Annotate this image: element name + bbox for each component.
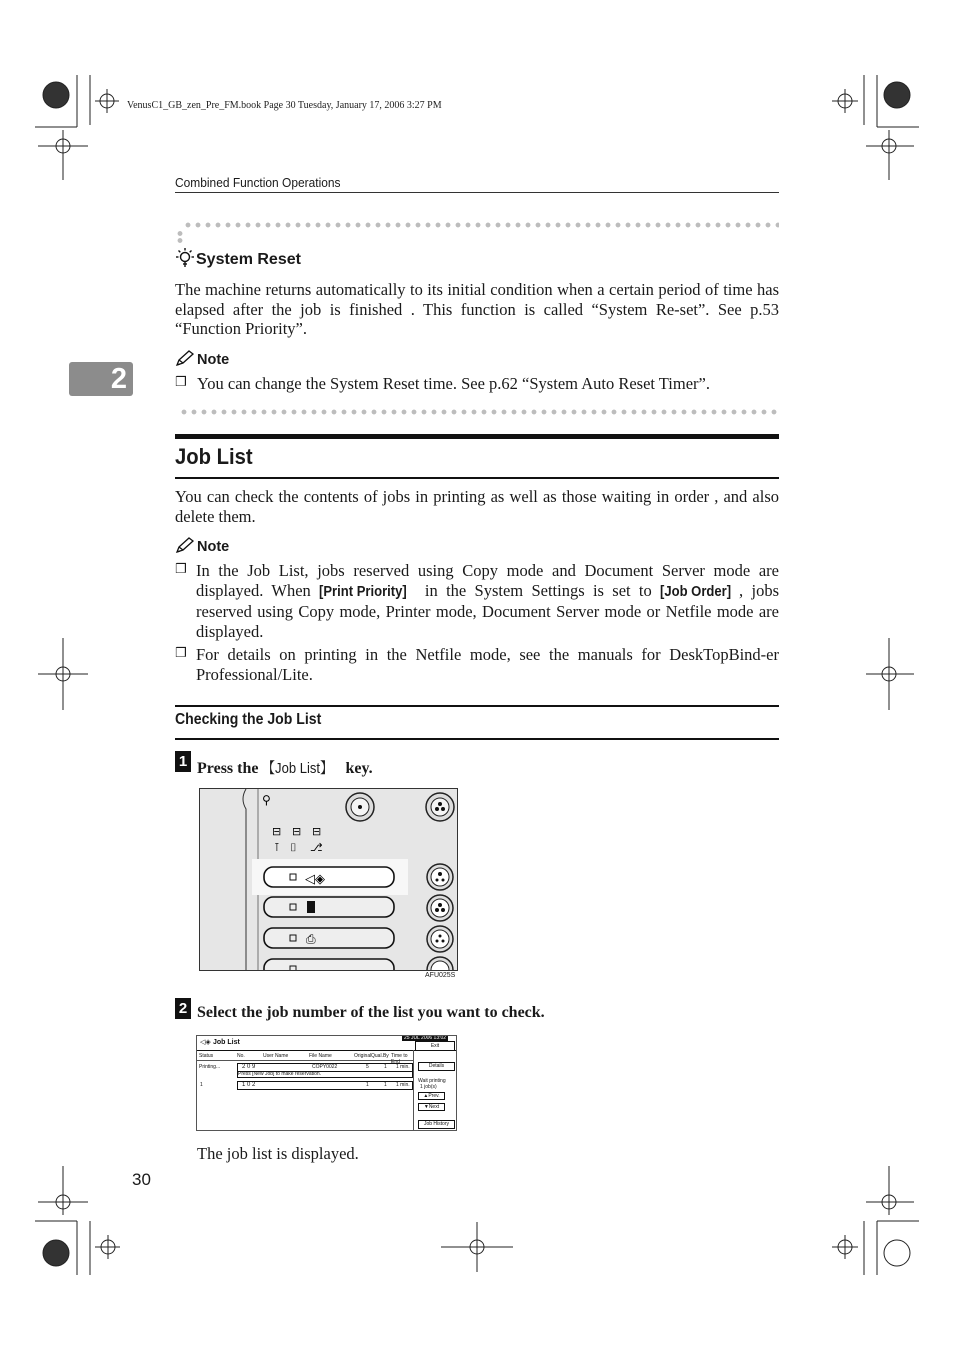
col-status: Status: [199, 1053, 214, 1059]
header-rule: [175, 192, 779, 193]
wait-label: Wait printing: [418, 1078, 446, 1084]
system-reset-title: System Reset: [196, 251, 301, 268]
section-top-rule: [175, 434, 779, 439]
svg-text:⎙: ⎙: [306, 932, 316, 946]
col-user: User Name: [263, 1053, 289, 1059]
details-button[interactable]: Details: [418, 1062, 455, 1071]
checkbox-icon: ❒: [175, 562, 187, 577]
step-1-text-a: Press the: [197, 760, 259, 777]
col-no: No.: [237, 1053, 245, 1059]
col-file: File Name: [309, 1053, 332, 1059]
step-1-badge: 1: [175, 751, 191, 772]
row-no: 1 0 2: [242, 1082, 256, 1088]
note-1-text-a: In the Job List, jobs reserved using Copy mode and Document Server mode are displayed. When: [196, 561, 779, 600]
next-button[interactable]: ▼Next: [418, 1103, 445, 1111]
job-list-note-2: For details on printing in the Netfile mode, see the manuals for DeskTopBind-er Professional/Lite.: [196, 645, 779, 684]
system-reset-note-item: You can change the System Reset time. See p.62 “System Auto Reset Timer”.: [197, 374, 710, 393]
step-2-badge: 2: [175, 998, 191, 1019]
job-list-intro: You can check the contents of jobs in printing as well as those waiting in order , and also delete them.: [175, 487, 779, 526]
note-1-text-c: , jobs reserved using Copy mode, Printer mode, Document Server mode or Netfile mode are displayed.: [196, 580, 779, 641]
col-qty: Qual.By: [371, 1053, 389, 1059]
svg-text:⎇: ⎇: [310, 841, 323, 854]
job-order-key: [Job Order]: [660, 583, 732, 600]
checking-heading: Checking the Job List: [175, 711, 322, 728]
row-no: 2 0 9: [242, 1064, 256, 1070]
table-row[interactable]: [197, 1081, 413, 1090]
row-message: Press [New Job] to make reservation.: [237, 1071, 413, 1078]
control-panel-illustration: [199, 788, 458, 971]
chapter-number: 2: [110, 363, 127, 395]
job-list-screen: [196, 1035, 457, 1131]
note-label: Note: [197, 539, 230, 555]
row-original: 1: [366, 1082, 369, 1088]
row-time: 1 min.: [396, 1082, 410, 1088]
table-row[interactable]: [197, 1063, 413, 1079]
screen-caption: The job list is displayed.: [197, 1144, 359, 1163]
running-title: Combined Function Operations: [175, 175, 341, 190]
system-reset-body: The machine returns automatically to its initial condition when a certain period of time has elapsed after the job is finished . This function is called “System Re-set”. See p.53 “Function Priority”.: [175, 280, 779, 339]
control-panel-drawing: [200, 789, 458, 971]
dotted-rule-top: [183, 222, 779, 228]
row-job-button[interactable]: [237, 1081, 413, 1090]
svg-text:⊟: ⊟: [312, 825, 322, 838]
subsection-bottom-rule: [175, 738, 779, 740]
job-list-heading: Job List: [175, 444, 253, 469]
wait-count: 1 job(s): [420, 1084, 437, 1090]
chapter-tab: [69, 362, 133, 396]
pencil-icon: [175, 537, 195, 554]
row-qty: 1: [384, 1064, 387, 1070]
job-list-screen-icon: ◁◈: [200, 1039, 211, 1046]
checkbox-icon: ❒: [175, 646, 187, 661]
screen-title: Job List: [213, 1039, 240, 1046]
subsection-top-rule: [175, 705, 779, 707]
svg-text:⌷: ⌷: [290, 841, 297, 854]
job-list-note-1: [196, 561, 779, 641]
row-time: 1 min.: [396, 1064, 410, 1070]
row-file: COPY0022: [312, 1064, 338, 1070]
step-2-text: Select the job number of the list you want to check.: [197, 1004, 545, 1021]
side-divider: [413, 1050, 414, 1130]
print-priority-key: [Print Priority]: [319, 583, 407, 600]
job-list-key-label: 【Job List】: [262, 761, 334, 777]
pencil-icon: [175, 350, 195, 367]
svg-text:⊺: ⊺: [274, 841, 280, 854]
screen-date: 25 JUL 2006 13:02: [404, 1035, 447, 1041]
book-info-line: VenusC1_GB_zen_Pre_FM.book Page 30 Tuesday, January 17, 2006 3:27 PM: [127, 100, 442, 111]
note-label: Note: [197, 352, 230, 368]
dot-corner: [177, 230, 183, 244]
note-1-text-b: in the System Settings is set to: [424, 580, 652, 600]
step-1-text: [197, 757, 373, 778]
row-original: 5: [366, 1064, 369, 1070]
svg-text:⚲: ⚲: [262, 793, 271, 807]
prev-button[interactable]: ▲Prev.: [418, 1092, 445, 1100]
lightbulb-icon: [175, 247, 195, 269]
job-history-button[interactable]: Job History: [418, 1120, 455, 1129]
page-number: 30: [132, 1170, 151, 1189]
row-status: 1: [200, 1082, 203, 1088]
illustration-code: AFU025S: [425, 972, 456, 979]
job-list-key-icon: ◁◈: [305, 872, 325, 887]
row-qty: 1: [384, 1082, 387, 1088]
col-original: Original: [354, 1053, 372, 1059]
col-time: Time to End: [391, 1053, 408, 1065]
section-heading-rule: [175, 477, 779, 479]
exit-button[interactable]: Exit: [415, 1041, 455, 1051]
row-status: Printing...: [199, 1064, 221, 1070]
step-1-text-b: key.: [345, 760, 373, 777]
screen-title-bar: [197, 1036, 456, 1051]
checkbox-icon: ❒: [175, 375, 187, 390]
dotted-rule-bottom: [179, 409, 779, 415]
column-header-row: [197, 1053, 413, 1065]
svg-text:⊟: ⊟: [272, 825, 282, 838]
svg-text:⊟: ⊟: [292, 825, 302, 838]
